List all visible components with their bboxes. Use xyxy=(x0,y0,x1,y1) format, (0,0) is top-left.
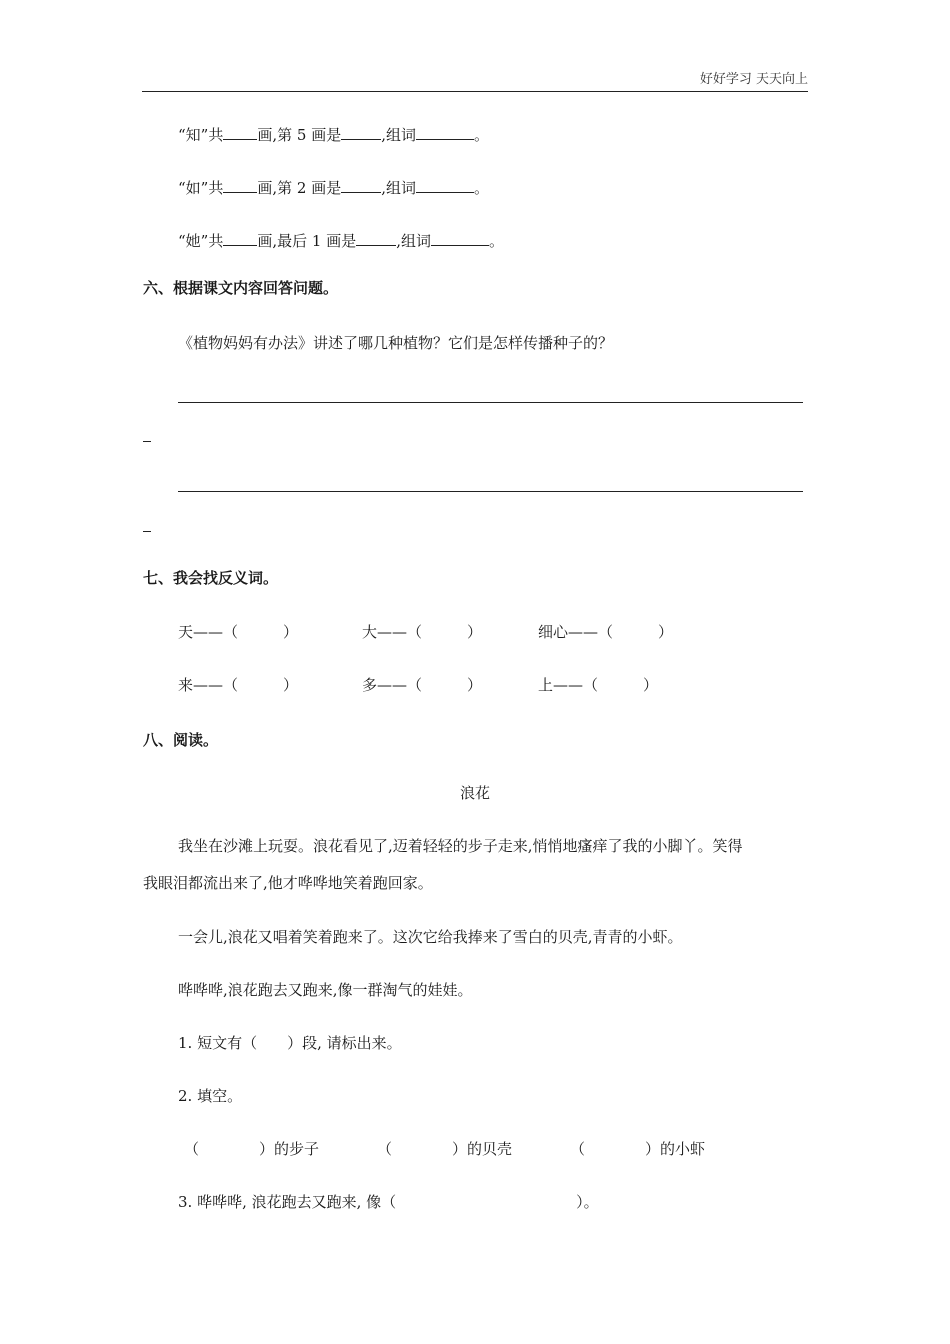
fill-item: （ ）的小虾 xyxy=(570,1140,706,1158)
question-2: 2. 填空。 xyxy=(178,1087,243,1105)
section8-heading: 八、阅读。 xyxy=(143,731,219,749)
word-blank[interactable] xyxy=(416,125,474,140)
word-blank[interactable] xyxy=(416,178,474,193)
stroke-answer-blank[interactable] xyxy=(341,178,381,193)
answer-line-2[interactable] xyxy=(178,491,803,492)
antonym-item: 多——（ ） xyxy=(362,676,483,694)
reading-title: 浪花 xyxy=(459,784,490,802)
question-3: 3. 哗哗哗, 浪花跑去又跑来, 像（ ）。 xyxy=(178,1193,599,1211)
stroke-text: ,组词 xyxy=(396,232,431,250)
stroke-count-blank[interactable] xyxy=(223,231,257,246)
answer-line-2-tail xyxy=(143,531,151,532)
antonym-item: 大——（ ） xyxy=(362,623,483,641)
answer-line-1[interactable] xyxy=(178,402,803,403)
reading-para3: 哗哗哗,浪花跑去又跑来,像一群淘气的娃娃。 xyxy=(178,981,473,999)
stroke-char: “知”共 xyxy=(178,126,224,144)
stroke-count-blank[interactable] xyxy=(223,178,257,193)
reading-para1-line2: 我眼泪都流出来了,他才哗哗地笑着跑回家。 xyxy=(143,874,433,892)
stroke-answer-blank[interactable] xyxy=(341,125,381,140)
stroke-text: 。 xyxy=(488,232,504,250)
header-rule xyxy=(142,91,808,92)
stroke-char: “如”共 xyxy=(178,179,224,197)
stroke-line-3 xyxy=(178,230,504,251)
stroke-char: “她”共 xyxy=(178,232,224,250)
fill-item: （ ）的步子 xyxy=(184,1140,320,1158)
stroke-text: ,组词 xyxy=(381,179,416,197)
stroke-line-1 xyxy=(178,124,489,145)
stroke-text: 画,第 2 画是 xyxy=(257,179,342,197)
fill-item: （ ）的贝壳 xyxy=(377,1140,513,1158)
antonym-item: 上——（ ） xyxy=(538,676,659,694)
antonym-item: 天——（ ） xyxy=(178,623,299,641)
reading-para2: 一会儿,浪花又唱着笑着跑来了。这次它给我捧来了雪白的贝壳,青青的小虾。 xyxy=(178,928,683,946)
antonym-item: 细心——（ ） xyxy=(538,623,674,641)
stroke-text: 画,最后 1 画是 xyxy=(257,232,357,250)
stroke-text: 。 xyxy=(473,179,489,197)
section6-heading: 六、根据课文内容回答问题。 xyxy=(143,279,339,297)
word-blank[interactable] xyxy=(431,231,489,246)
stroke-text: ,组词 xyxy=(381,126,416,144)
page-header-text: 好好学习 天天向上 xyxy=(699,72,808,87)
stroke-line-2 xyxy=(178,177,489,198)
stroke-answer-blank[interactable] xyxy=(356,231,396,246)
answer-line-1-tail xyxy=(143,441,151,442)
section6-question: 《植物妈妈有办法》讲述了哪几种植物？它们是怎样传播种子的？ xyxy=(178,334,614,352)
reading-para1-line1: 我坐在沙滩上玩耍。浪花看见了,迈着轻轻的步子走来,悄悄地瘙痒了我的小脚丫。笑得 xyxy=(178,837,743,855)
stroke-count-blank[interactable] xyxy=(223,125,257,140)
stroke-text: 。 xyxy=(473,126,489,144)
section7-heading: 七、我会找反义词。 xyxy=(143,569,279,587)
question-1: 1. 短文有（ ）段, 请标出来。 xyxy=(178,1034,402,1052)
antonym-item: 来——（ ） xyxy=(178,676,299,694)
stroke-text: 画,第 5 画是 xyxy=(257,126,342,144)
